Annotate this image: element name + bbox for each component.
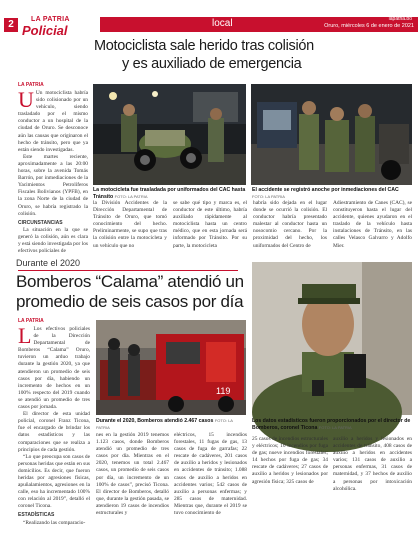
motorcycle-photo [93,84,246,185]
section-name: local [212,18,233,29]
caption-4: Los datos estadísticos fueron proporcionados por el director de Bomberos, coronel Ticona FOTO: LA PATRIA [252,418,411,431]
story2-lead: Los efectivos policiales de la Dirección Departamental de Bomberos “Calama” Oruro, tuvieron un arduo trabajo durante la gestión 2020, ya que atendieron un promedio de seis casos por día, habiendo un incremento de hechos en un 100% respecto del 2019 cuando se atendió un promedio de tres casos por jornada. [18,326,90,411]
story1-headline-1: Motociclista sale herido tras colisión [94,38,314,54]
fire-truck-photo [96,320,246,415]
story2-column-5: auxilio a heridos y lesionados en accidentes de tránsito, 408 casos de auxilio a heridos en accidentes varios; 131 casos de auxilio a personas enfermas, 31 casos de maternidad, y 37 hechos de auxilio a personas por intoxicación alcohólica. [333,436,412,492]
story1-column-1 [18,87,88,255]
story2-kicker: Durante el 2020 [16,258,81,268]
section-bar [100,17,418,32]
story1-subhead: CIRCUNSTANCIAS [18,219,63,226]
story1-dropcap: U [18,87,34,112]
story2-column-3: eléctricos, 15 incendios forestales, 11 fugas de gas, 13 casos de fuga de garrafas; 22 rescate de cadáveres, 201 casos de auxilio a heridos y lesionados en accidentes de tránsito; 1.088 casos de auxilio a heridos en accidentes varios; 542 casos de auxilio a personas enfermas; y 285 casos de maternidad. Mientras que, durante el 2019 se tuvo conocimiento de [174,432,247,517]
story2-subhead: ESTADÍSTICAS [18,512,55,519]
story2-dropcap: L [18,323,32,348]
colonel-photo [252,262,412,415]
story1-column-3: se sabe qué tipo y marca es, el conductor de este último, habría auxiliado rápidamente al motociclista hasta un centro médico, que en esta jornada será informado por Tránsito. Por su parte, la motocicleta [173,200,247,249]
story2-rule [18,270,238,271]
story1-column-5: Adiestramiento de Canes (CAC), se constituyeron hasta el lugar del accidente, quienes ayudaron en el traslado de la vehículo hasta instalaciones de Tránsito, en las calles Velasco Galvarro y Adolfo Mier. [333,200,412,249]
police-scene-photo [251,84,412,185]
story1-column-2: la División Accidentes de la Dirección Departamental de Tránsito de Oruro, que tomó conocimiento del hecho. Preliminarmente, se supo que tras la colisión entre la motocicleta y un vehículo que no [93,200,167,249]
story2-headline-2: promedio de seis casos por día [16,292,244,311]
story2-column-2: nes en la gestión 2019 tenemos 1.123 casos, donde Bomberos atendió un promedio de tres casos por día. Mientras en el 2020, tenemos un total 2.467 casos, un promedio de seis casos por día, un incremento de un 100% de casos”, precisó Ticona. El director de Bomberos, detalló que, durante la gestión pasada, se atendieron 19 casos de incendios estructurales y [96,432,169,517]
story2-paragraph-3: “Lo que preocupa son casos de personas heridas que están en sus domicilios. Es decir, que fueron heridas por agresiones físicas, apuñalamientos, agresiones en la calle, eso ha incrementado 100% con relación al 2019”, detalló el coronel Ticona. [18,453,91,510]
story1-lead: Un motociclista habría sido colisionado por un vehículo, siendo trasladado por el mismo conductor a un hospital de la ciudad de Oruro. Se desconoce aún las causas que originaron el hecho de tránsito, pero que ya están siendo investigadas. [18,90,88,153]
page-number: 2 [4,18,18,32]
story2-column-1 [18,323,91,528]
brand-logo: Policial [22,23,68,38]
story1-paragraph-2: Este martes reciente, aproximadamente a las 20:00 horas, sobre la avenida Tomás Barrón, por inmediaciones de la Yacimientos Petrolíferos Fiscales Bolivianos (YPFB), en la zona Norte de la ciudad de Oruro, se habría registrado la colisión. [18,153,88,217]
page-header [0,0,420,38]
story2-column-4: 25 casos de incendios estructurales y eléctricos; 10 incendios por fuga de gas; nueve incendios forestales; 14 hechos por fuga de gas; 34 rescate de cadáveres; 27 casos de auxilio a heridos y lesionados por agresión física; 325 casos de [252,436,328,485]
caption-2: El accidente se registró anoche por inmediaciones del CAC FOTO: LA PATRIA [252,187,399,199]
edition-date: Oruro, miércoles 6 de enero de 2021 [324,23,414,29]
svg-text:119: 119 [216,386,231,396]
story2-paragraph-2: El director de esta unidad policial, coronel Franz Ticona, fue el encargado de brindar los datos estadísticos y las comparaciones que se realiza a principios de cada gestión. [18,411,90,453]
caption-1: La motocicleta fue trasladada por uniformados del CAC hasta Tránsito FOTO: LA PATRIA [93,187,246,200]
caption-3: Durante el 2020, Bomberos atendió 2.467 casos FOTO: LA PATRIA [96,418,233,430]
story1-column-4: habría sido dejada en el lugar donde se ocurrió la colisión. El conductor habría presentado malestar al conductor hasta un nosocomio cercano. Por la proximidad del hecho, los uniformados del Centro de [253,200,327,249]
site-domain: lapatria.bo [388,16,412,22]
story1-headline-2: y es auxiliado de emergencia [122,56,302,72]
brand-top: LA PATRIA [31,16,70,23]
story2-paragraph-4: “Realizando las comparacio- [23,519,86,526]
story1-byline: LA PATRIA [18,82,44,88]
story2-headline-1: Bomberos “Calama” atendió un [16,272,244,291]
story1-paragraph-3: La situación en la que se generó la colisión, aún es clara y está siendo investigada por los efectivos policiales de [18,226,88,255]
story2-byline: LA PATRIA [18,318,44,324]
